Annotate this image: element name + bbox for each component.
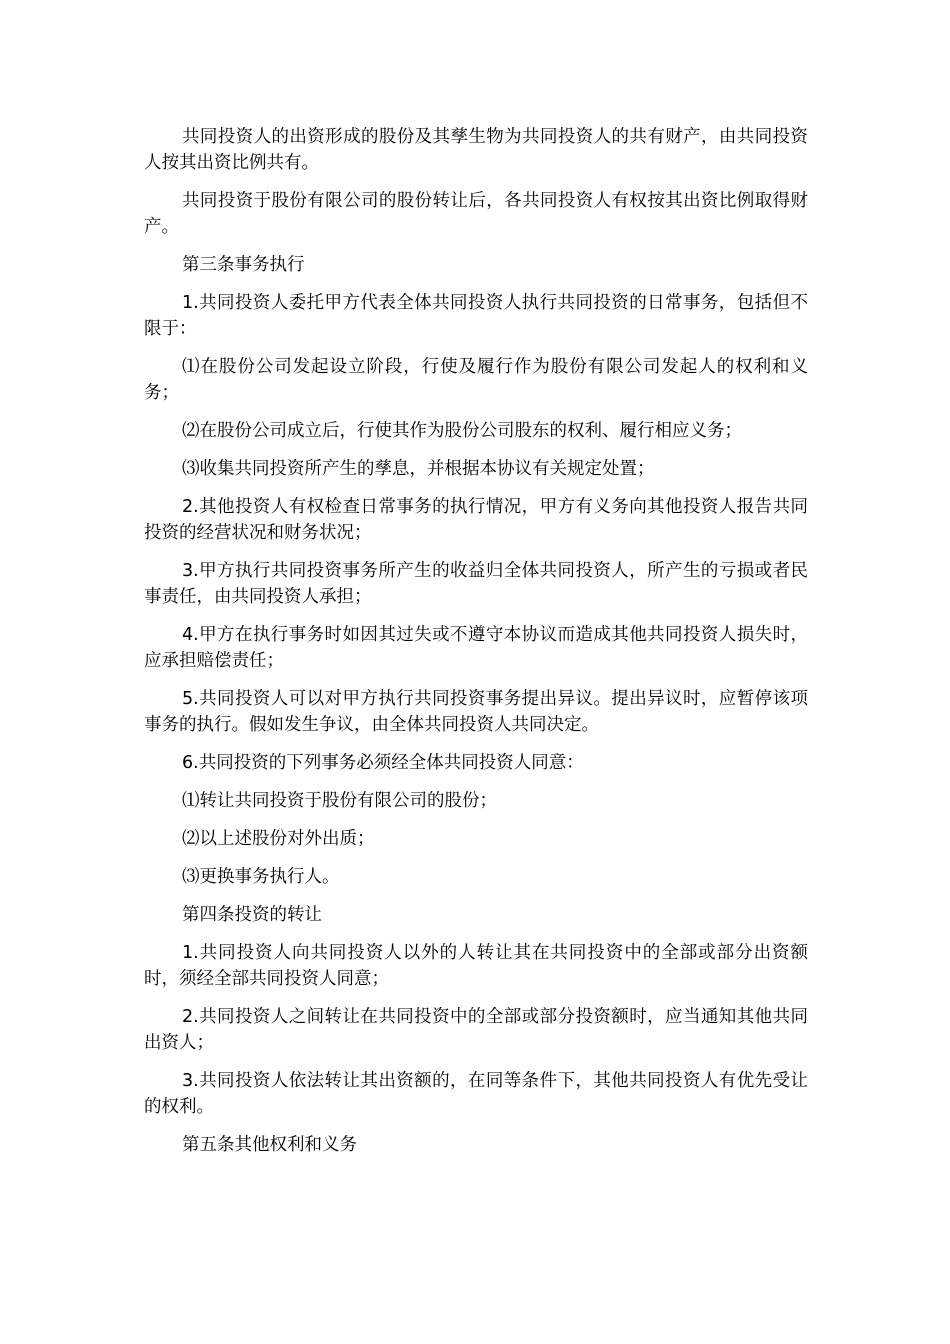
- paragraph: 共同投资于股份有限公司的股份转让后，各共同投资人有权按其出资比例取得财产。: [144, 191, 808, 237]
- clause-item: 3.甲方执行共同投资事务所产生的收益归全体共同投资人，所产生的亏损或者民事责任，由共同投资人承担；: [144, 561, 808, 607]
- sub-clause-item: ⑶收集共同投资所产生的孳息，并根据本协议有关规定处置；: [182, 459, 655, 479]
- sub-clause-item: ⑵以上述股份对外出质；: [182, 829, 375, 849]
- document-body: [144, 124, 808, 1170]
- clause-item: 1.共同投资人委托甲方代表全体共同投资人执行共同投资的日常事务，包括但不限于：: [144, 293, 808, 339]
- sub-clause-item: ⑶更换事务执行人。: [182, 867, 340, 887]
- clause-item: 4.甲方在执行事务时如因其过失或不遵守本协议而造成其他共同投资人损失时，应承担赔偿责任；: [144, 625, 808, 671]
- section-heading: 第四条投资的转让: [182, 905, 322, 925]
- section-heading: 第三条事务执行: [182, 255, 305, 275]
- sub-clause-item: ⑴转让共同投资于股份有限公司的股份；: [182, 791, 497, 811]
- sub-clause-item: ⑴在股份公司发起设立阶段，行使及履行作为股份有限公司发起人的权利和义务；: [144, 357, 808, 403]
- sub-clause-item: ⑵在股份公司成立后，行使其作为股份公司股东的权利、履行相应义务；: [182, 421, 742, 441]
- clause-item: 1.共同投资人向共同投资人以外的人转让其在共同投资中的全部或部分出资额时，须经全部共同投资人同意；: [144, 943, 808, 989]
- clause-item: 5.共同投资人可以对甲方执行共同投资事务提出异议。提出异议时，应暂停该项事务的执行。假如发生争议，由全体共同投资人共同决定。: [144, 689, 808, 735]
- section-heading: 第五条其他权利和义务: [182, 1135, 357, 1155]
- clause-item: 3.共同投资人依法转让其出资额的，在同等条件下，其他共同投资人有优先受让的权利。: [144, 1071, 808, 1117]
- clause-item: 2.其他投资人有权检查日常事务的执行情况，甲方有义务向其他投资人报告共同投资的经营状况和财务状况；: [144, 497, 808, 543]
- clause-item: 6.共同投资的下列事务必须经全体共同投资人同意：: [182, 753, 584, 773]
- paragraph: 共同投资人的出资形成的股份及其孳生物为共同投资人的共有财产，由共同投资人按其出资比例共有。: [144, 127, 808, 173]
- clause-item: 2.共同投资人之间转让在共同投资中的全部或部分投资额时，应当通知其他共同出资人；: [144, 1007, 808, 1053]
